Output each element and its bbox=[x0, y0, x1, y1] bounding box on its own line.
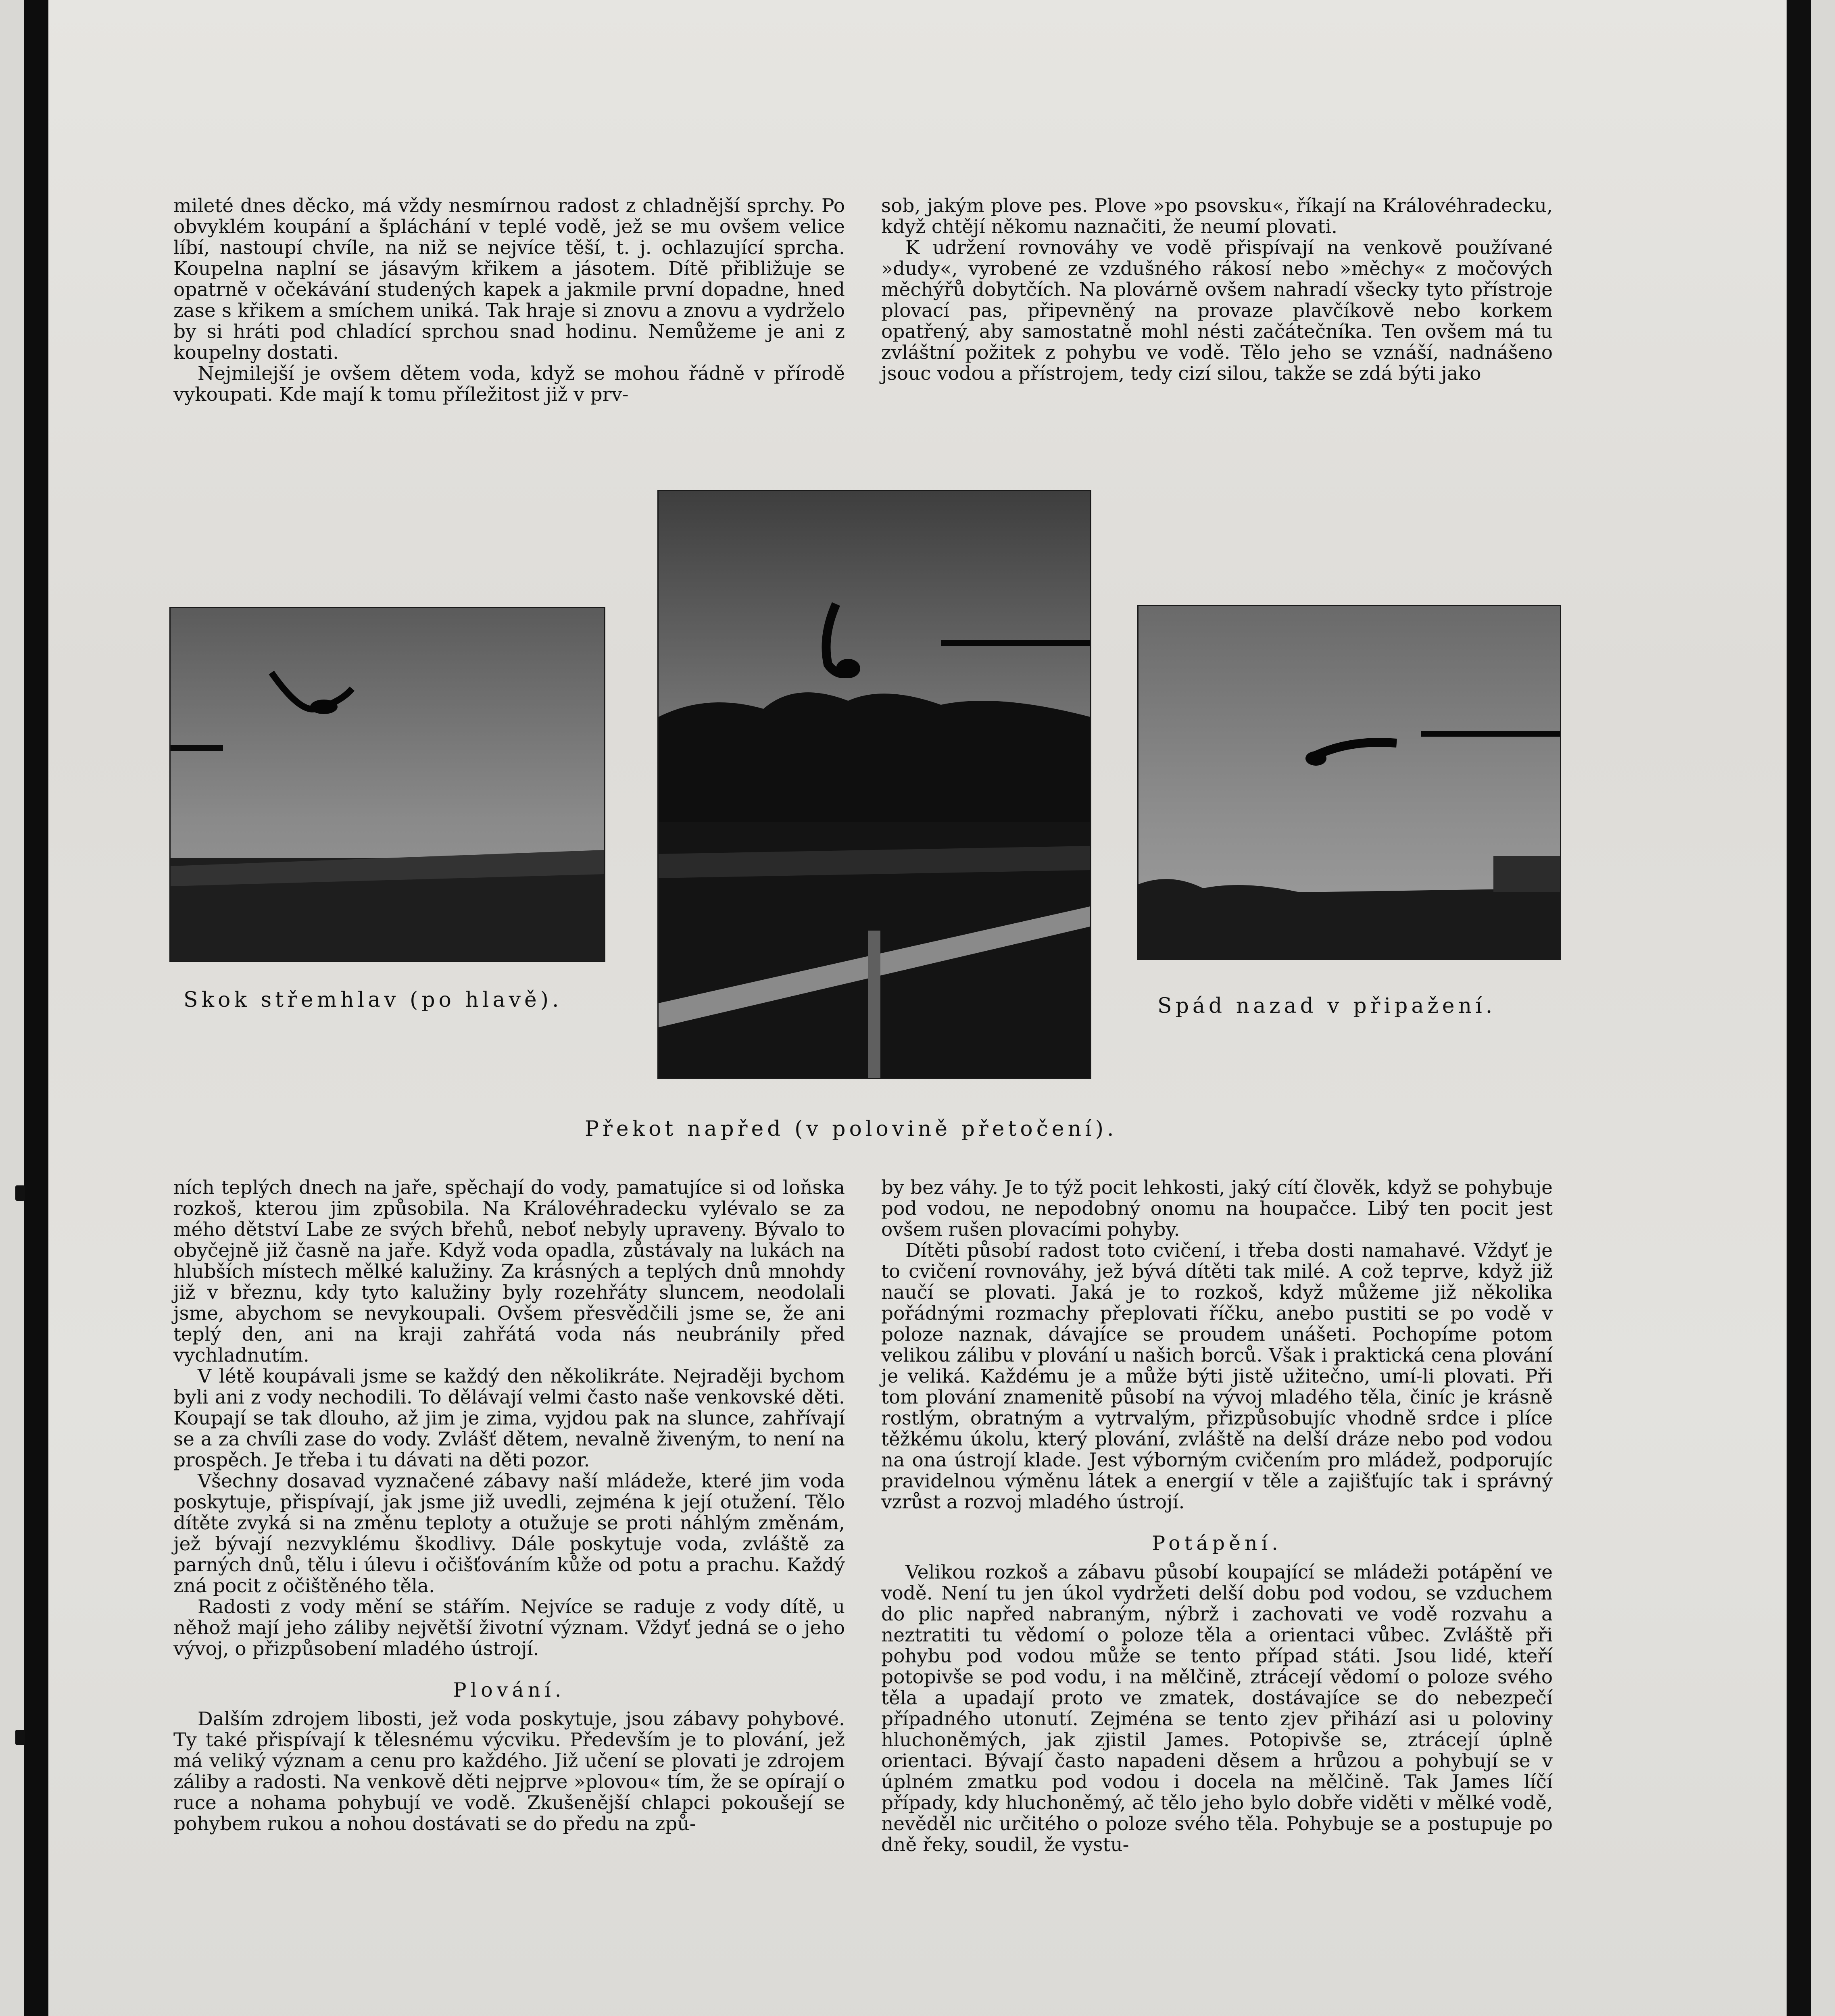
paragraph: sob, jakým plove pes. Plove »po psovsku«, říkají na Královéhradecku, když chtějí někomu naznačiti, že neumí plovati. bbox=[881, 195, 1553, 238]
paragraph: by bez váhy. Je to týž pocit lehkosti, jaký cítí člověk, když se pohybuje pod vodou, ne nepodobný onomu na houpačce. Libý ten pocit jest ovšem rušen plovacími pohyby. bbox=[881, 1177, 1553, 1241]
paragraph: mileté dnes děcko, má vždy nesmírnou radost z chladnější sprchy. Po obvyklém koupání a špláchání v teplé vodě, jež se mu ovšem velice líbí, nastoupí chvíle, na niž se nejvíce těší, t. j. ochlazující sprcha. Koupelna naplní se jásavým křikem a jásotem. Dítě přibližuje se opatrně v očekávání studených kapek a jakmile první dopadne, hned zase s křikem a smíchem uniká. Tak hraje si znovu a znovu a vydrželo by si hráti pod chladící sprchou snad hodinu. Nemůžeme je ani z koupelny dostati. bbox=[173, 195, 845, 364]
top-left-column bbox=[173, 196, 845, 405]
scan-left-border bbox=[24, 0, 48, 2016]
caption-head-dive: Skok střemhlav (po hlavě). bbox=[184, 988, 563, 1012]
scan-binding-mark bbox=[15, 1730, 25, 1745]
bottom-left-column bbox=[173, 1177, 845, 1835]
photo-backward-fall bbox=[1137, 605, 1561, 960]
section-heading: Plování. bbox=[453, 1679, 565, 1702]
top-right-column bbox=[881, 196, 1553, 384]
paragraph: ních teplých dnech na jaře, spěchají do vody, pamatujíce si od loňska rozkoš, kterou jim způsobila. Na Královéhradecku vylévalo se za mého dětství Labe ze svých břehů, neboť nebyly upraveny. Bývalo to obyčejně již časně na jaře. Když voda opadla, zůstávaly na lukách na hlubších místech mělké kalužiny. Za krásných a teplých dnů mnohdy již v březnu, kdy tyto kalužiny byly rozehřáty sluncem, neodolali jsme, abychom se nevykoupali. Ovšem přesvědčili jsme se, že ani teplý den, ani na kraji zahřátá voda nás neubránily před vychladnutím. bbox=[173, 1177, 845, 1366]
paragraph: V létě koupávali jsme se každý den několikráte. Nejraději bychom byli ani z vody nechodili. To dělávají velmi často naše venkovské děti. Koupají se tak dlouho, až jim je zima, vyjdou pak na slunce, zahřívají se a za chvíli zase do vody. Zvlášť dětem, nevalně živeným, to není na prospěch. Je třeba i tu dávati na děti pozor. bbox=[173, 1365, 845, 1471]
scan-right-border bbox=[1787, 0, 1811, 2016]
caption-forward-flip: Překot napřed (v polovině přetočení). bbox=[585, 1117, 1118, 1141]
paragraph: Nejmilejší je ovšem dětem voda, když se mohou řádně v přírodě vykoupati. Kde mají k tomu příležitost již v prv- bbox=[173, 362, 845, 406]
scan-binding-mark bbox=[15, 1185, 25, 1201]
forward-flip-image bbox=[659, 491, 1090, 1078]
caption-backward-fall: Spád nazad v připažení. bbox=[1157, 994, 1496, 1018]
paragraph: Radosti z vody mění se stářím. Nejvíce se raduje z vody dítě, u něhož mají jeho záliby největší životní význam. Vždyť jedná se o jeho vývoj, o přizpůsobení mladého ústrojí. bbox=[173, 1596, 845, 1660]
paragraph: K udržení rovnováhy ve vodě přispívají na venkově používané »dudy«, vyrobené ze vzdušného rákosí nebo »měchy« z močových měchýřů dobytčích. Na plovárně ovšem nahradí všecky tyto přístroje plovací pas, připevněný na provaze plavčíkově nebo korkem opatřený, aby samostatně mohl nésti začátečníka. Ten ovšem má tu zvláštní požitek z pohybu ve vodě. Tělo jeho se vznáší, nadnášeno jsouc vodou a přístrojem, tedy cizí silou, takže se zdá býti jako bbox=[881, 237, 1553, 385]
paragraph: Velikou rozkoš a zábavu působí koupající se mládeži potápění ve vodě. Není tu jen úkol vydržeti delší dobu pod vodou, se vzduchem do plic napřed nabraným, nýbrž i zachovati ve vodě rozvahu a neztratiti tu vědomí o poloze těla a orientaci vůbec. Zvláště při pohybu pod vodou může se tento případ státi. Jsou lidé, kteří potopivše se pod vodu, i na mělčině, ztrácejí vědomí o poloze svého těla a upadají proto ve zmatek, dostávajíce se do nebezpečí případného utonutí. Zejména se tento zjev přihází asi u poloviny hluchoněmých, jak zjistil James. Potopivše se, ztrácejí úplně orientaci. Bývají často napadeni děsem a hrůzou a pohybují se v úplném zmatku pod vodou i docela na mělčině. Tak James líčí případy, kdy hluchoněmý, ač tělo jeho bylo dobře viděti v mělké vodě, nevěděl nic určitého o poloze svého těla. Pohybuje se a postupuje po dně řeky, soudil, že vystu- bbox=[881, 1561, 1553, 1856]
photo-forward-flip bbox=[657, 490, 1091, 1079]
photo-head-dive bbox=[169, 607, 605, 962]
paragraph: Všechny dosavad vyznačené zábavy naší mládeže, které jim voda poskytuje, přispívají, jak jsme již uvedli, zejména k její otužení. Tělo dítěte zvyká si na změnu teploty a otužuje se proti náhlým změnám, jež bývají nezvyklému škodlivy. Dále poskytuje voda, zvláště za parných dnů, tělu i úlevu i očišťováním kůže od potu a prachu. Každý zná pocit z očištěného těla. bbox=[173, 1470, 845, 1597]
head-dive-image bbox=[171, 608, 604, 961]
paragraph: Dítěti působí radost toto cvičení, i třeba dosti namahavé. Vždyť je to cvičení rovnováhy, jež bývá dítěti tak milé. A což teprve, když již naučí se plovati. Jaká je to rozkoš, když můžeme již několika pořádnými rozmachy přeplovati říčku, anebo pustiti se po vodě v poloze naznak, dávajíce se proudem unášeti. Pochopíme potom velikou zálibu v plování u našich borců. Však i praktická cena plování je veliká. Každému je a může býti jistě užitečno, umí-li plovati. Při tom plování znamenitě působí na vývoj mladého těla, činíc je krásně rostlým, obratným a vytrvalým, přizpůsobujíc vhodně srdce i plíce těžkému úkolu, který plování, zvláště na delší dráze nebo pod vodou na ona ústrojí klade. Jest výborným cvičením pro mládež, podporujíc pravidelnou výměnu látek a energií v těle a zajišťujíc tak i správný vzrůst a rozvoj mladého ústrojí. bbox=[881, 1239, 1553, 1513]
bottom-right-column bbox=[881, 1177, 1553, 1856]
paragraph: Dalším zdrojem libosti, jež voda poskytuje, jsou zábavy pohybové. Ty také přispívají k tělesnému výcviku. Především je to plování, jež má veliký význam a cenu pro každého. Již učení se plovati je zdrojem záliby a radosti. Na venkově děti nejprve »plovou« tím, že se opírají o ruce a nohama pohybují ve vodě. Zkušenější chlapci pokoušejí se pohybem rukou a nohou dostávati se do předu na způ- bbox=[173, 1708, 845, 1835]
section-heading: Potápění. bbox=[1152, 1532, 1282, 1555]
backward-fall-image bbox=[1139, 606, 1560, 959]
